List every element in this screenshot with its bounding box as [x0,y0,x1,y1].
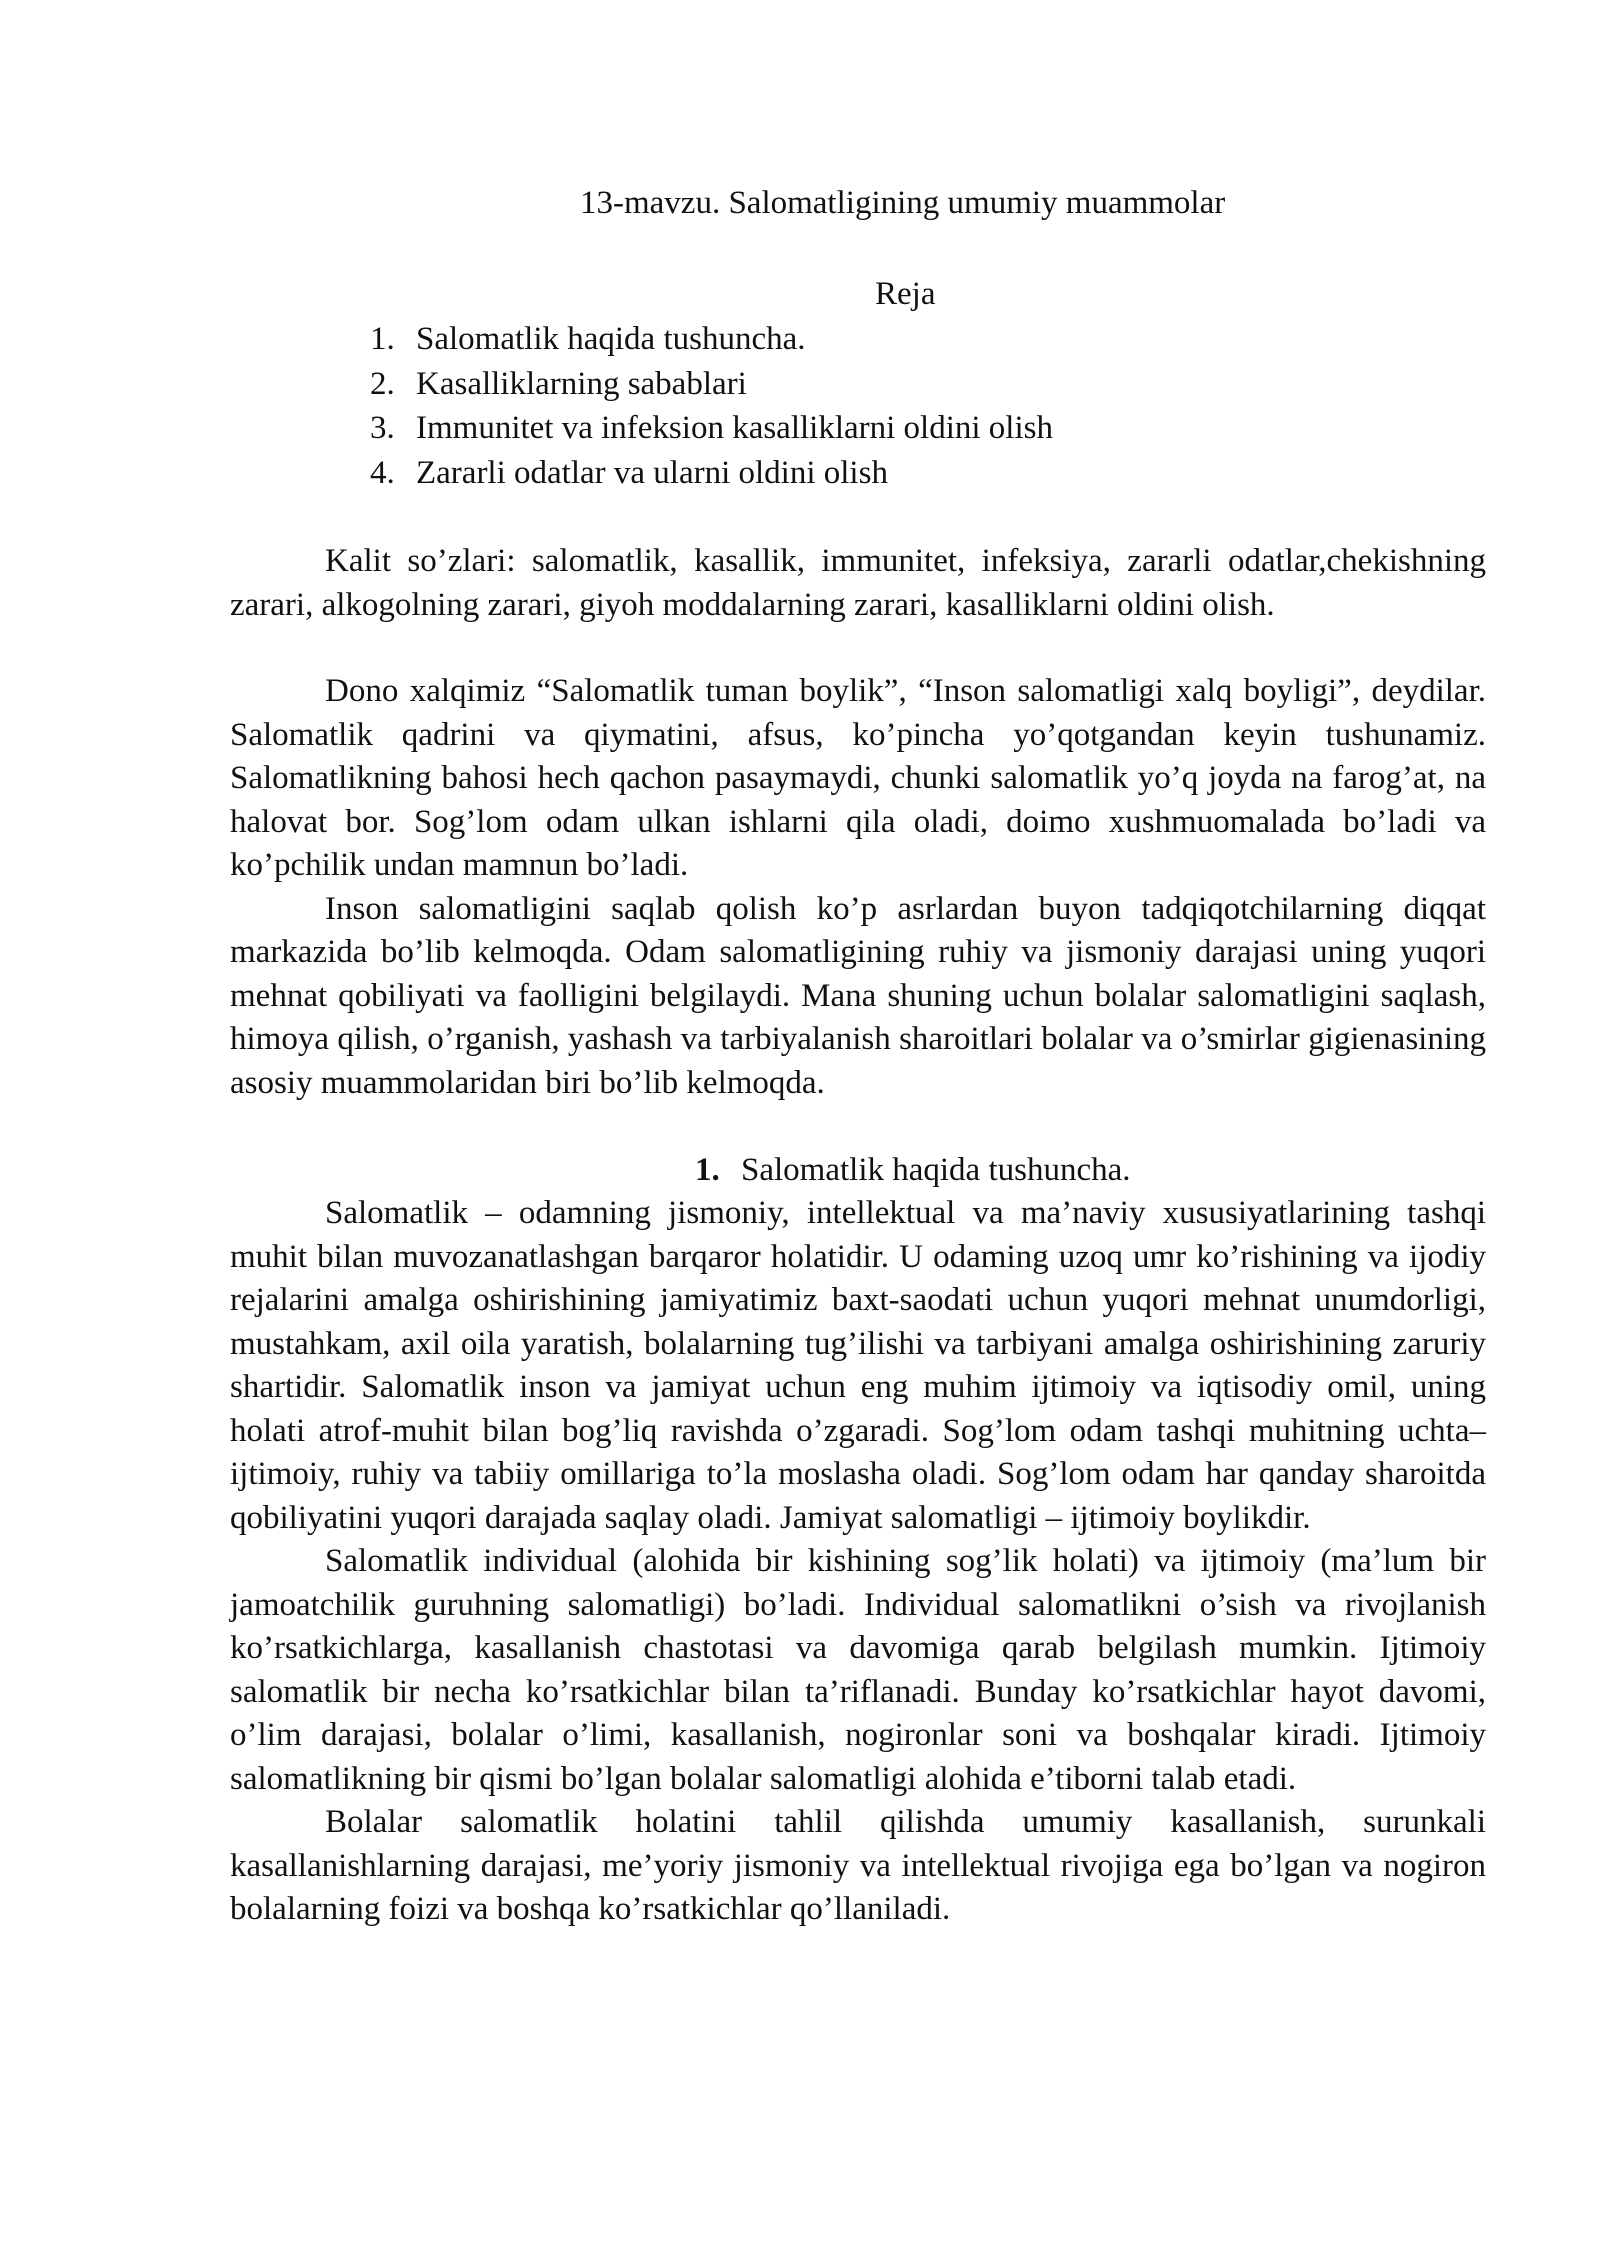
body-paragraph: Salomatlik individual (alohida bir kishining sog’lik holati) va ijtimoiy (ma’lum bir jamoatchilik guruhning salomatligi) bo’ladi. Individual salomatlikni o’sish va rivojlanish ko’rsatkichlarga, kasallanish chastotasi va davomiga qarab belgilash mumkin. Ijtimoiy salomatlik bir necha ko’rsatkichlar bilan ta’riflanadi. Bunday ko’rsatkichlar hayot davomi, o’lim darajasi, bolalar o’limi, kasallanish, nogironlar soni va boshqalar kiradi. Ijtimoiy salomatlikning bir qismi bo’lgan bolalar salomatligi alohida e’tiborni talab etadi. [230,1543,1486,1797]
section-title: Salomatlik haqida tushuncha. [741,1152,1131,1188]
document-page [230,182,1486,1932]
plan-list [230,318,1486,496]
section-number: 1. [695,1152,720,1188]
intro-paragraph: Inson salomatligini saqlab qolish ko’p asrlardan buyon tadqiqotchilarning diqqat markazida bo’lib kelmoqda. Odam salomatligining ruhiy va jismoniy darajasi uning yuqori mehnat qobiliyati va faolligini belgilaydi. Mana shuning uchun bolalar salomatligini saqlash, himoya qilish, o’rganish, yashash va tarbiyalanish sharoitlari bolalar va o’smirlar gigienasining asosiy muammolaridan biri bo’lib kelmoqda. [230,890,1486,1101]
intro-paragraph: Dono xalqimiz “Salomatlik tuman boylik”, “Inson salomatligi xalq boyligi”, deydilar. Salomatlik qadrini va qiymatini, afsus, ko’pincha yo’qotgandan keyin tushunamiz. Salomatlikning bahosi hech qachon pasaymaydi, chunki salomatlik yo’q joyda na farog’at, na halovat bor. Sog’lom odam ulkan ishlarni qila oladi, doimo xushmuomalada bo’ladi va ko’pchilik undan mamnun bo’ladi. [230,673,1486,883]
plan-item [370,363,1486,408]
plan-item-number: 3. [370,410,395,446]
plan-item [370,318,1486,363]
plan-item-text: Zararli odatlar va ularni oldini olish [416,454,888,491]
plan-item [370,407,1486,452]
body-paragraph: Bolalar salomatlik holatini tahlil qilishda umumiy kasallanish, surunkali kasallanishlarning darajasi, me’yoriy jismoniy va intellektual rivojiga ega bo’lgan va nogiron bolalarning foizi va boshqa ko’rsatkichlar qo’llaniladi. [230,1804,1486,1927]
body-paragraph: Salomatlik – odamning jismoniy, intellektual va ma’naviy xususiyatlarining tashqi muhit bilan muvozanatlashgan barqaror holatidir. U odaming uzoq umr ko’rishining va ijodiy rejalarini amalga oshirishining jamiyatimiz baxt-saodati uchun yuqori mehnat unumdorligi, mustahkam, axil oila yaratish, bolalarning tug’ilishi va tarbiyani amalga oshirishining zaruriy shartidir. Salomatlik inson va jamiyat uchun eng muhim ijtimoiy va iqtisodiy omil, uning holati atrof-muhit bilan bog’liq ravishda o’zgaradi. Sog’lom odam tashqi muhitning uchta– ijtimoiy, ruhiy va tabiiy omillariga to’la moslasha oladi. Sog’lom odam har qanday sharoitda qobiliyatini yuqori darajada saqlay oladi. Jamiyat salomatligi – ijtimoiy boylikdir. [230,1195,1486,1536]
plan-item-number: 2. [370,365,395,402]
plan-item-text: Salomatlik haqida tushuncha. [416,321,806,357]
plan-item [370,452,1486,497]
plan-item-number: 4. [370,454,395,491]
plan-heading: Reja [875,276,936,312]
section-heading [695,1149,1486,1192]
plan-item-text: Kasalliklarning sabablari [416,365,747,402]
plan-item-text: Immunitet va infeksion kasalliklarni oldini olish [416,410,1053,446]
page-title: 13-mavzu. Salomatligining umumiy muammolar [580,185,1226,221]
plan-item-number: 1. [370,321,395,357]
keywords-paragraph: Kalit so’zlari: salomatlik, kasallik, immunitet, infeksiya, zararli odatlar,chekishning zarari, alkogolning zarari, giyoh moddalarning zarari, kasalliklarni oldini olish. [230,543,1486,623]
